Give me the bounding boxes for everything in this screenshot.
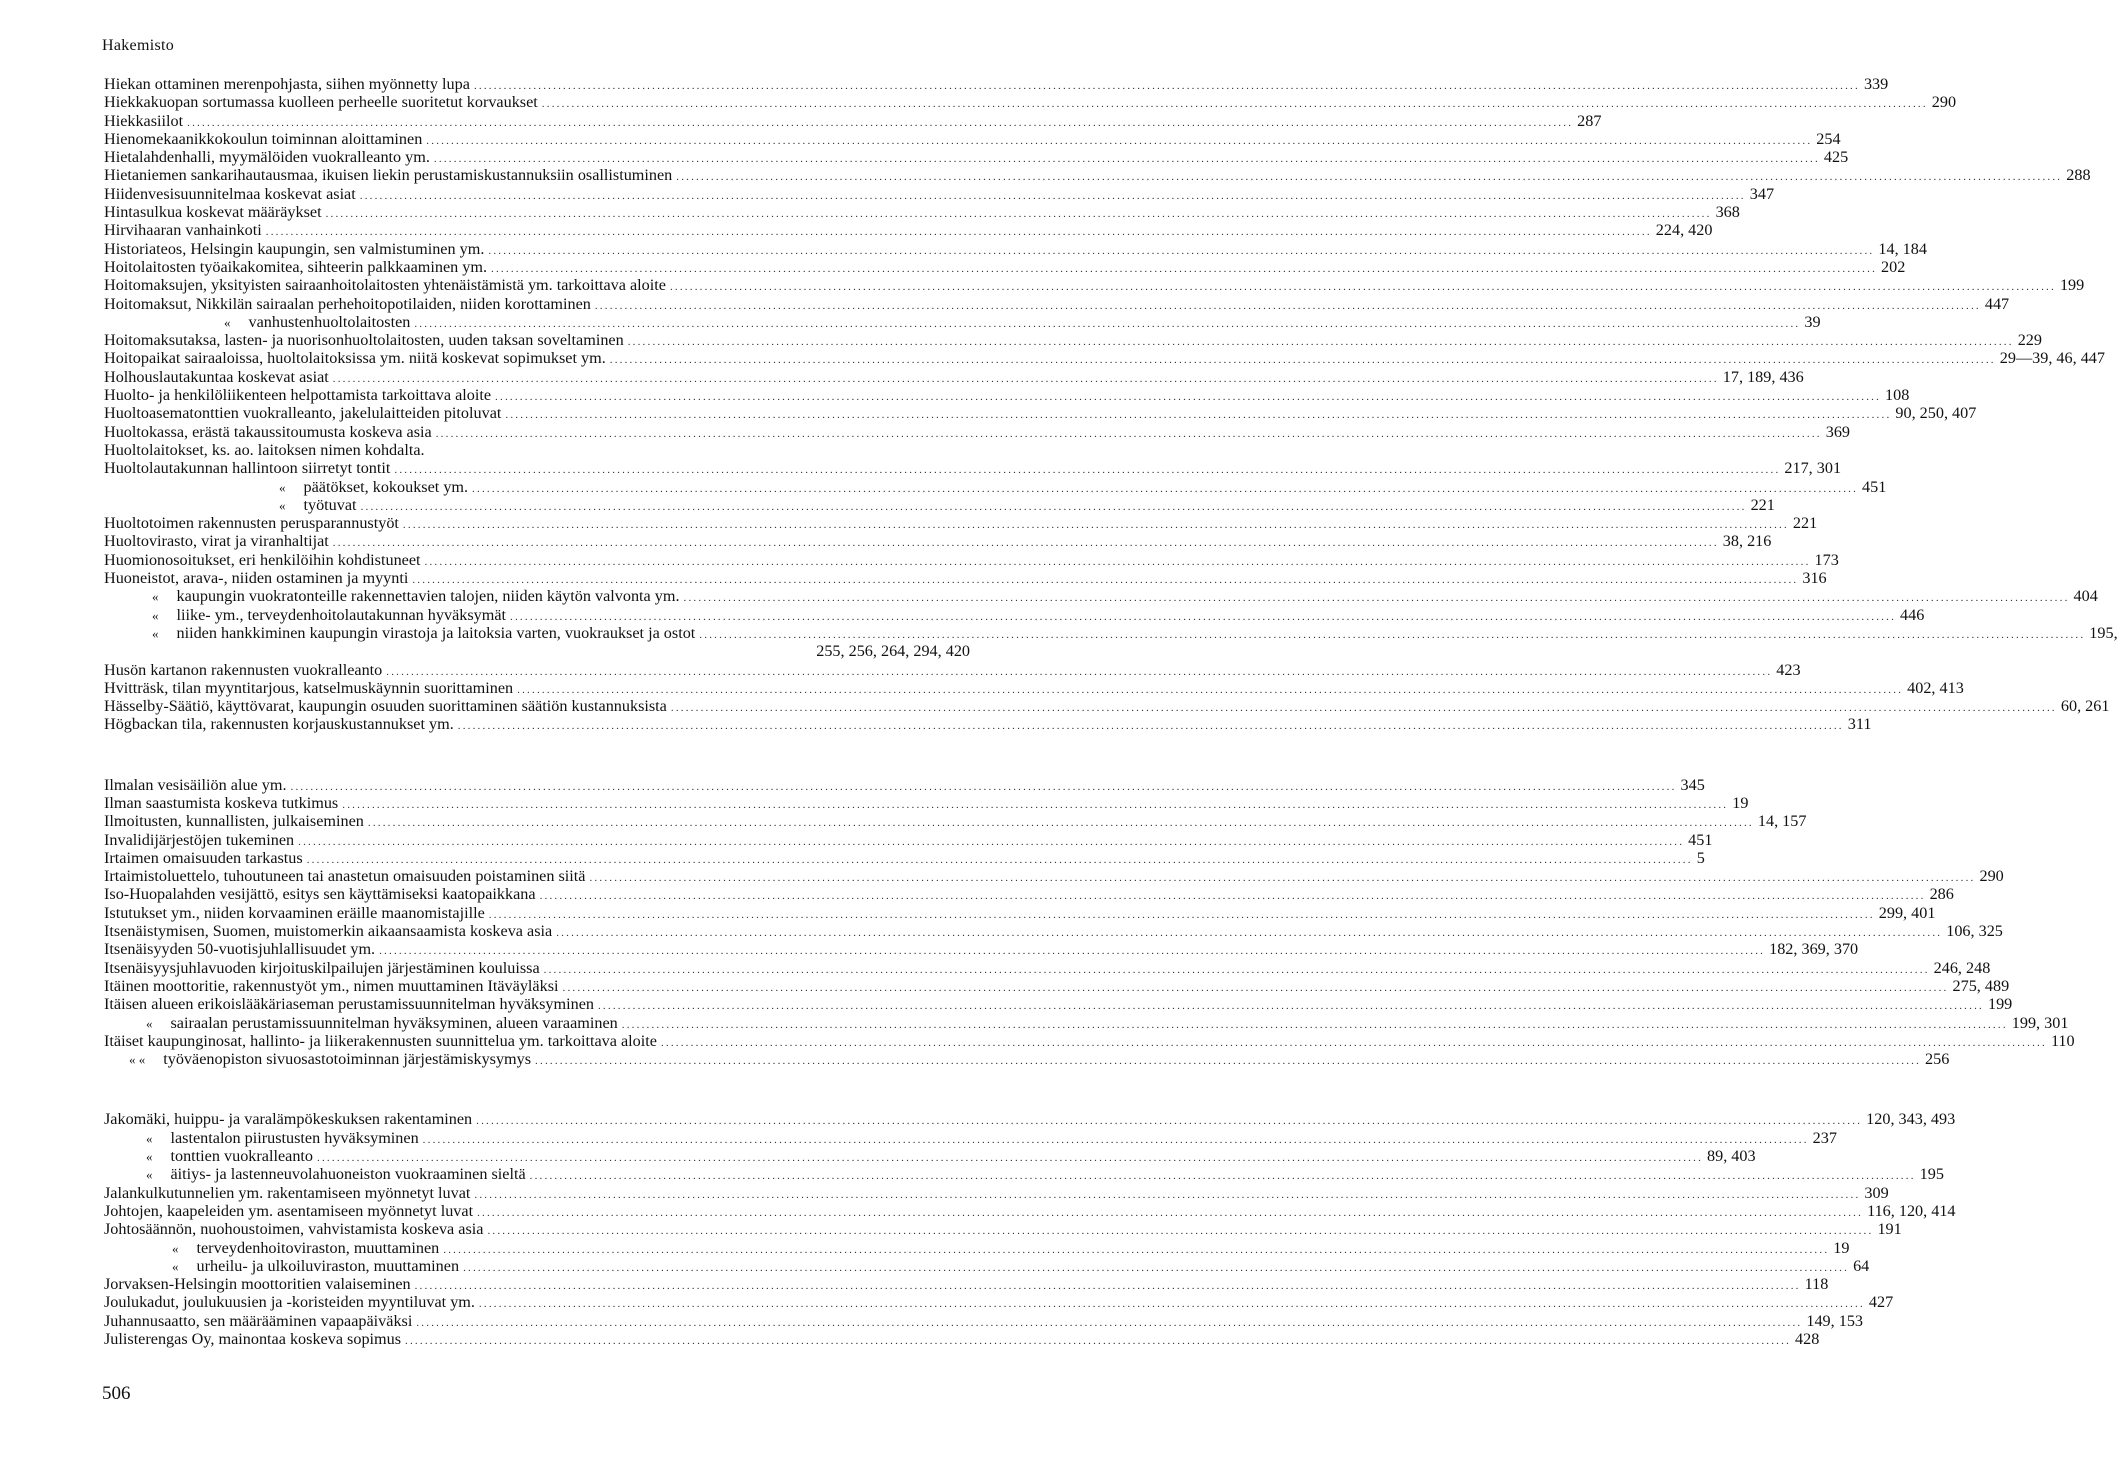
index-entry: [104, 569, 1827, 588]
entry-pages: 255, 256, 264, 294, 420: [816, 642, 970, 661]
ditto-mark: « «: [129, 1052, 146, 1068]
entry-pages: 368: [1715, 203, 1740, 222]
entry-text: Hietaniemen sankarihautausmaa, ikuisen liekin perustamiskustannuksiin osallistuminen: [104, 166, 673, 185]
entry-text: Hintasulkua koskevat määräykset: [104, 203, 322, 222]
index-entry: [104, 93, 1957, 112]
entry-text: Hiidenvesisuunnitelmaa koskevat asiat: [104, 184, 356, 203]
entry-text: Irtaimen omaisuuden tarkastus: [104, 848, 303, 867]
entry-text: Irtaimistoluettelo, tuhoutuneen tai anastetun omaisuuden poistaminen siitä: [104, 867, 586, 886]
ditto-mark: «: [279, 497, 286, 513]
leader-dots: [670, 278, 2056, 296]
leader-dots: [394, 461, 1780, 479]
entry-text: Invalidijärjestöjen tukeminen: [104, 830, 295, 849]
entry-text: Hienomekaanikkokoulun toiminnan aloittaminen: [104, 129, 423, 148]
index-entry: [104, 1330, 1820, 1348]
entry-text: Hirvihaaran vanhainkoti: [104, 221, 262, 240]
leader-dots: [491, 260, 1877, 278]
entry-pages: 195: [1919, 1165, 1944, 1184]
index-entry: [104, 678, 1964, 697]
index-entry: [104, 221, 1713, 240]
entry-text: Juhannusaatto, sen määrääminen vapaapäiväksi: [104, 1311, 413, 1330]
leader-dots: [403, 516, 1789, 534]
leader-dots: [368, 814, 1754, 832]
entry-text: lastentalon piirustusten hyväksyminen: [170, 1128, 419, 1147]
entry-pages: 29—39, 46, 447: [1999, 349, 2105, 368]
leader-dots: [333, 370, 1719, 388]
entry-text: Ilmalan vesisäiliön alue ym.: [104, 775, 287, 794]
leader-dots: [517, 681, 1903, 699]
leader-dots: [544, 961, 1930, 979]
index-entry: [104, 1275, 1829, 1294]
entry-pages: 423: [1776, 660, 1801, 679]
index-entry: [104, 1165, 1944, 1184]
index-entry: [104, 422, 1850, 441]
entry-text: Hoitomaksujen, yksityisten sairaanhoitolaitosten yhtenäistämistä ym. tarkoittava aloite: [104, 276, 666, 295]
leader-dots: [342, 796, 1728, 814]
entry-pages: 221: [1750, 495, 1775, 514]
entry-text: Huoltovirasto, virat ja viranhaltijat: [104, 532, 329, 551]
leader-dots: [415, 1277, 1801, 1295]
leader-dots: [479, 1295, 1865, 1313]
index-entry: [104, 995, 2013, 1014]
entry-text: Ilman saastumista koskeva tutkimus: [104, 793, 339, 812]
leader-dots: [361, 498, 1747, 516]
entry-pages: 199, 301: [2011, 1013, 2069, 1032]
entry-pages: 254: [1816, 129, 1841, 148]
index-entry: [104, 1220, 1902, 1239]
index-entry: [104, 477, 1887, 496]
index-entry: [104, 1110, 1956, 1129]
leader-dots: [505, 406, 1891, 424]
entry-pages: 118: [1804, 1275, 1829, 1294]
entry-text: Itäiset kaupunginosat, hallinto- ja liikerakennusten suunnittelua ym. tarkoittava aloite: [104, 1031, 657, 1050]
index-entry: [104, 903, 1936, 922]
leader-dots: [477, 1204, 1863, 1222]
index-entry: [104, 660, 1801, 679]
entry-text: Jorvaksen-Helsingin moottoritien valaiseminen: [104, 1275, 411, 1294]
index-entry: [104, 867, 2004, 886]
leader-dots: [474, 1186, 1860, 1204]
entry-pages: 290: [1979, 867, 2004, 886]
index-entry: [104, 1201, 1956, 1220]
index-entry: [104, 587, 2098, 606]
entry-text: Hoitopaikat sairaaloissa, huoltolaitoksissa ym. niitä koskevat sopimukset ym.: [104, 349, 606, 368]
entry-pages: 451: [1862, 477, 1887, 496]
entry-pages: 287: [1577, 111, 1602, 130]
entry-pages: 316: [1802, 569, 1827, 588]
index-section: [104, 1110, 1956, 1348]
entry-text: Huoltolautakunnan hallintoon siirretyt tontit: [104, 459, 391, 478]
index-content: [104, 75, 2118, 1348]
entry-text: Historiateos, Helsingin kaupungin, sen valmistuminen ym.: [104, 239, 485, 258]
entry-text: Itsenäistymisen, Suomen, muistomerkin aikaansaamista koskeva asia: [104, 922, 553, 941]
leader-dots: [589, 869, 1975, 887]
entry-pages: 428: [1795, 1330, 1820, 1348]
entry-pages: 224, 420: [1655, 221, 1713, 240]
entry-pages: 345: [1680, 775, 1705, 794]
leader-dots: [474, 77, 1860, 95]
entry-text: Huoltotoimen rakennusten perusparannustyöt: [104, 514, 399, 533]
index-entry: [104, 514, 1818, 533]
entry-pages: 19: [1732, 793, 1749, 812]
leader-dots: [405, 1332, 1791, 1350]
entry-text: vanhustenhuoltolaitosten: [248, 312, 411, 331]
entry-text: Hiekan ottaminen merenpohjasta, siihen myönnetty lupa: [104, 75, 470, 93]
leader-dots: [622, 1016, 2008, 1034]
index-entry: [104, 148, 1849, 167]
index-entry: [104, 775, 1705, 794]
entry-pages: 425: [1823, 148, 1849, 167]
index-entry: [104, 294, 2010, 313]
index-entry: [104, 1183, 1889, 1202]
entry-pages: 38, 216: [1722, 532, 1772, 551]
entry-text: Itsenäisyysjuhlavuoden kirjoituskilpailujen järjestäminen kouluissa: [104, 958, 540, 977]
leader-dots: [598, 997, 1984, 1015]
index-section: [104, 75, 2118, 734]
ditto-mark: «: [172, 1240, 179, 1256]
index-entry: [104, 367, 1804, 386]
entry-text: Hvitträsk, tilan myyntitarjous, katselmuskäynnin suorittaminen: [104, 678, 514, 697]
index-entry: [104, 166, 2091, 185]
leader-dots: [595, 297, 1981, 315]
index-entry: [104, 349, 2105, 368]
entry-text: Huoltoasematonttien vuokralleanto, jakelulaitteiden pitoluvat: [104, 404, 502, 423]
ditto-mark: «: [279, 479, 286, 495]
entry-text: Istutukset ym., niiden korvaaminen eräille maanomistajille: [104, 903, 485, 922]
index-entry: [104, 441, 970, 459]
entry-text: työtuvat: [303, 495, 357, 514]
index-entry: [104, 793, 1749, 812]
entry-pages: 199: [1987, 995, 2013, 1014]
ditto-mark: «: [146, 1015, 153, 1031]
entry-pages: 451: [1688, 830, 1713, 849]
entry-text: Jakomäki, huippu- ja varalämpökeskuksen rakentaminen: [104, 1110, 473, 1129]
entry-text: terveydenhoitoviraston, muuttaminen: [196, 1238, 440, 1257]
leader-dots: [510, 608, 1896, 626]
entry-text: sairaalan perustamissuunnitelman hyväksyminen, alueen varaaminen: [170, 1013, 618, 1032]
index-entry: [104, 495, 1775, 514]
entry-pages: 246, 248: [1933, 958, 1991, 977]
index-entry: [104, 129, 1841, 148]
entry-pages: 202: [1881, 257, 1906, 276]
entry-pages: 64: [1853, 1256, 1870, 1275]
entry-text: Itäinen moottoritie, rakennustyöt ym., nimen muuttaminen Itäväyläksi: [104, 976, 559, 995]
entry-text: työväenopiston sivuosastotoiminnan järjestämiskysymys: [163, 1050, 532, 1069]
entry-pages: 182, 369, 370: [1769, 940, 1859, 959]
entry-pages: 39: [1804, 312, 1821, 331]
index-entry: [104, 715, 1872, 734]
index-entry: [104, 958, 1991, 977]
entry-text: Husön kartanon rakennusten vuokralleanto: [104, 660, 383, 679]
entry-text: Johtojen, kaapeleiden ym. asentamiseen myönnetyt luvat: [104, 1201, 474, 1220]
leader-dots: [628, 333, 2014, 351]
entry-pages: 116, 120, 414: [1867, 1201, 1956, 1220]
ditto-mark: «: [146, 1167, 153, 1183]
entry-pages: 311: [1847, 715, 1872, 734]
leader-dots: [489, 906, 1875, 924]
leader-dots: [386, 663, 1772, 681]
index-entry: [104, 848, 1705, 867]
leader-dots: [487, 1222, 1873, 1240]
entry-pages: 14, 184: [1878, 239, 1927, 258]
leader-dots: [416, 1314, 1802, 1332]
entry-text: Holhouslautakuntaa koskevat asiat: [104, 367, 329, 386]
entry-pages: 286: [1929, 885, 1954, 904]
leader-dots: [535, 1052, 1921, 1070]
ditto-mark: «: [152, 607, 159, 623]
index-entry: [104, 111, 1602, 130]
entry-text: päätökset, kokoukset ym.: [303, 477, 469, 496]
entry-pages: 90, 250, 407: [1895, 404, 1977, 423]
entry-text: Hiekkasiilot: [104, 111, 184, 130]
entry-pages: 5: [1696, 848, 1705, 867]
entry-pages: 120, 343, 493: [1866, 1110, 1956, 1129]
leader-dots: [542, 95, 1928, 113]
entry-text: Huolto- ja henkilöliikenteen helpottamista tarkoittava aloite: [104, 386, 492, 405]
entry-text: niiden hankkiminen kaupungin virastoja ja laitoksia varten, vuokraukset ja ostot: [176, 623, 696, 642]
leader-dots: [443, 1241, 1829, 1259]
entry-pages: 288: [2066, 166, 2091, 185]
entry-pages: 89, 403: [1707, 1147, 1756, 1166]
entry-text: Huoltokassa, erästä takaussitoumusta koskeva asia: [104, 422, 432, 441]
index-entry: [104, 1031, 2075, 1050]
leader-dots: [425, 553, 1811, 571]
index-entry: [104, 976, 2010, 995]
index-entry: [104, 1013, 2069, 1032]
index-entry: [104, 623, 2118, 642]
entry-pages: 60, 261: [2060, 697, 2110, 716]
entry-text: Hoitomaksutaksa, lasten- ja nuorisonhuoltolaitosten, uuden taksan soveltaminen: [104, 331, 624, 350]
leader-dots: [423, 1131, 1809, 1149]
entry-pages: 191: [1877, 1220, 1902, 1239]
leader-dots: [333, 534, 1719, 552]
entry-text: Hoitolaitosten työaikakomitea, sihteerin palkkaaminen ym.: [104, 257, 488, 276]
entry-text: Högbackan tila, rakennusten korjauskustannukset ym.: [104, 715, 454, 734]
index-entry: [104, 1128, 1837, 1147]
index-entry: [104, 1293, 1894, 1312]
index-entry-continuation: [104, 642, 970, 660]
entry-pages: 106, 325: [1946, 922, 2003, 941]
entry-text: kaupungin vuokratonteille rakennettavien talojen, niiden käytön valvonta ym.: [176, 587, 680, 606]
index-entry: [104, 1050, 1950, 1069]
index-entry: [104, 1256, 1870, 1275]
leader-dots: [426, 132, 1812, 150]
leader-dots: [556, 924, 1942, 942]
leader-dots: [458, 717, 1844, 735]
entry-text: Huomionosoitukset, eri henkilöihin kohdistuneet: [104, 550, 421, 569]
entry-pages: 275, 489: [1952, 976, 2010, 995]
index-entry: [104, 605, 1925, 624]
index-entry: [104, 830, 1713, 849]
entry-text: Hietalahdenhalli, myymälöiden vuokralleanto ym.: [104, 148, 430, 167]
ditto-mark: «: [152, 625, 159, 641]
index-entry: [104, 697, 2110, 716]
entry-text: Itäisen alueen erikoislääkäriaseman perustamissuunnitelman hyväksyminen: [104, 995, 594, 1014]
ditto-mark: «: [152, 589, 159, 605]
entry-pages: 217, 301: [1784, 459, 1842, 478]
leader-dots: [530, 1167, 1916, 1185]
leader-dots: [540, 887, 1926, 905]
entry-pages: 339: [1863, 75, 1889, 93]
entry-text: Huoltolaitokset, ks. ao. laitoksen nimen kohdalta.: [104, 440, 425, 459]
entry-text: Hässelby-Säätiö, käyttövarat, kaupungin osuuden suorittaminen säätiön kustannuksista: [104, 697, 667, 716]
entry-text: äitiys- ja lastenneuvolahuoneiston vuokraaminen sieltä: [170, 1165, 526, 1184]
entry-pages: 299, 401: [1878, 903, 1936, 922]
entry-text: Itsenäisyyden 50-vuotisjuhlallisuudet ym.: [104, 940, 376, 959]
index-entry: [104, 239, 1927, 258]
index-entry: [104, 922, 2003, 941]
index-entry: [104, 940, 1859, 959]
entry-pages: 402, 413: [1907, 678, 1964, 697]
entry-pages: 404: [2073, 587, 2098, 606]
entry-text: Jalankulkutunnelien ym. rakentamiseen myönnetyt luvat: [104, 1183, 471, 1202]
index-entry: [104, 1311, 1864, 1330]
entry-text: Iso-Huopalahden vesijättö, esitys sen käyttämiseksi kaatopaikkana: [104, 885, 536, 904]
entry-pages: 17, 189, 436: [1722, 367, 1804, 386]
entry-pages: 19: [1833, 1238, 1850, 1257]
leader-dots: [463, 1259, 1849, 1277]
leader-dots: [661, 1034, 2047, 1052]
entry-pages: 195,: [2089, 623, 2118, 642]
entry-pages: 229: [2017, 331, 2042, 350]
page-number: 506: [102, 1383, 131, 1404]
entry-pages: 446: [1900, 605, 1925, 624]
entry-pages: 369: [1825, 422, 1850, 441]
leader-dots: [495, 388, 1881, 406]
ditto-mark: «: [146, 1149, 153, 1165]
index-entry: [104, 1147, 1756, 1166]
index-entry: [104, 276, 2085, 295]
index-entry: [104, 331, 2042, 350]
index-entry: [104, 312, 1821, 331]
entry-pages: 309: [1864, 1183, 1889, 1202]
entry-pages: 108: [1885, 386, 1910, 405]
index-entry: [104, 532, 1772, 551]
entry-pages: 173: [1814, 550, 1839, 569]
entry-text: liike- ym., terveydenhoitolautakunnan hyväksymät: [176, 605, 507, 624]
leader-dots: [563, 979, 1949, 997]
index-entry: [104, 812, 1807, 831]
entry-text: Hoitomaksut, Nikkilän sairaalan perhehoitopotilaiden, niiden korottaminen: [104, 294, 591, 313]
entry-text: Hiekkakuopan sortumassa kuolleen perheelle suoritetut korvaukset: [104, 93, 538, 112]
index-entry: [104, 459, 1842, 478]
entry-pages: 237: [1812, 1128, 1837, 1147]
ditto-mark: «: [146, 1130, 153, 1146]
entry-pages: 347: [1749, 184, 1775, 203]
leader-dots: [476, 1112, 1862, 1130]
leader-dots: [676, 168, 2062, 186]
leader-dots: [436, 425, 1822, 443]
leader-dots: [488, 242, 1874, 260]
index-entry: [104, 550, 1839, 569]
index-entry: [104, 203, 1740, 222]
ditto-mark: «: [172, 1258, 179, 1274]
entry-text: Julisterengas Oy, mainontaa koskeva sopimus: [104, 1330, 402, 1348]
leader-dots: [291, 778, 1677, 796]
index-section: [104, 775, 2075, 1069]
leader-dots: [472, 480, 1858, 498]
entry-pages: 110: [2050, 1031, 2075, 1050]
entry-pages: 290: [1931, 93, 1957, 112]
entry-pages: 199: [2059, 276, 2085, 295]
entry-text: tonttien vuokralleanto: [170, 1147, 314, 1166]
leader-dots: [379, 942, 1765, 960]
ditto-mark: «: [224, 314, 231, 330]
leader-dots: [360, 187, 1746, 205]
index-entry: [104, 75, 1889, 93]
index-entry: [104, 1238, 1850, 1257]
entry-pages: 14, 157: [1757, 812, 1807, 831]
running-header: Hakemisto: [102, 37, 175, 54]
leader-dots: [326, 205, 1712, 223]
entry-pages: 256: [1925, 1050, 1950, 1069]
leader-dots: [684, 589, 2070, 607]
index-entry: [104, 184, 1775, 203]
entry-text: urheilu- ja ulkoiluviraston, muuttaminen: [196, 1256, 460, 1275]
index-entry: [104, 257, 1906, 276]
entry-text: Ilmoitusten, kunnallisten, julkaiseminen: [104, 812, 364, 831]
entry-text: Huoneistot, arava-, niiden ostaminen ja myynti: [104, 569, 409, 588]
entry-text: Johtosäännön, nuohoustoimen, vahvistamista koskeva asia: [104, 1220, 484, 1239]
entry-pages: 447: [1984, 294, 2010, 313]
entry-pages: 221: [1792, 514, 1818, 533]
entry-pages: 427: [1868, 1293, 1894, 1312]
entry-text: Joulukadut, joulukuusien ja -koristeiden myyntiluvat ym.: [104, 1293, 475, 1312]
entry-pages: 149, 153: [1806, 1311, 1864, 1330]
index-entry: [104, 386, 1910, 405]
index-entry: [104, 885, 1954, 904]
leader-dots: [298, 833, 1684, 851]
index-entry: [104, 404, 1977, 423]
